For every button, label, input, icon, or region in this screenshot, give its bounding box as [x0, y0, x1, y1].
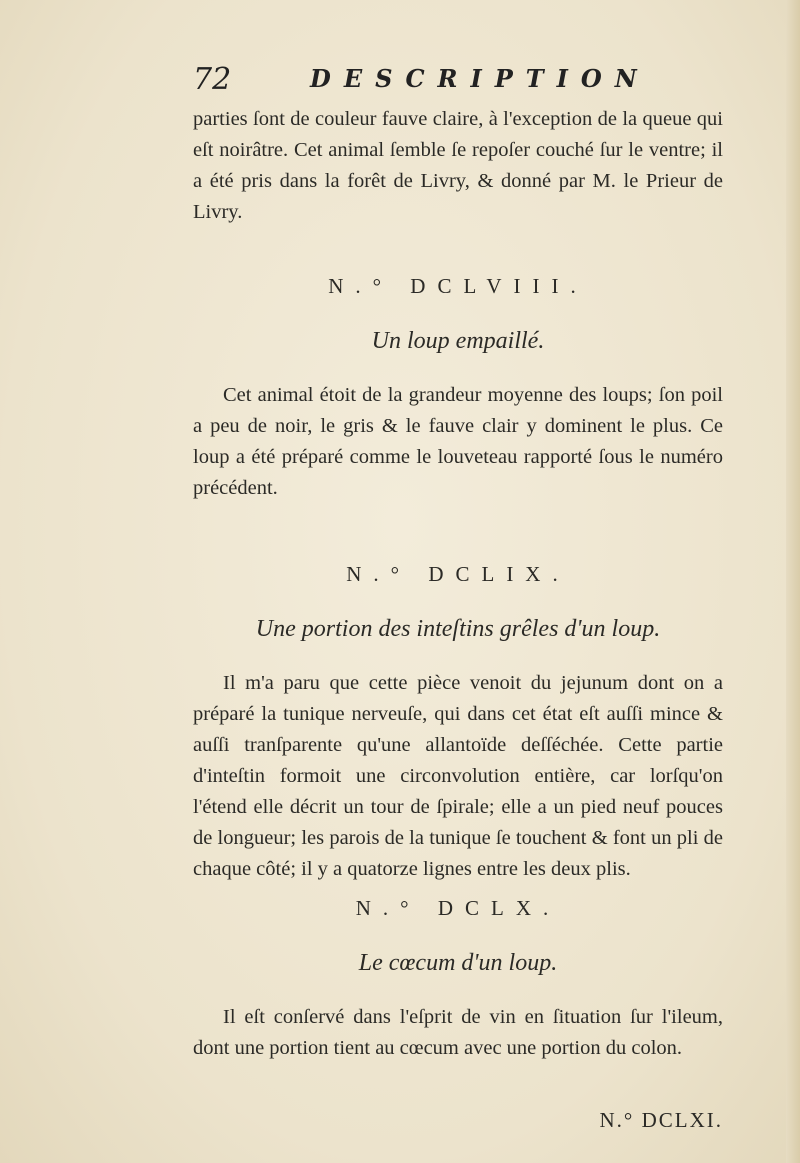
entry-text-658: Cet animal étoit de la grandeur moyenne des loups; ſon poil a peu de noir, le gris & le fauve clair y dominent le plus. Ce loup a été préparé comme le louveteau rapporté ſous le numéro précédent.: [193, 384, 723, 499]
entry-title-659: Une portion des inteſtins grêles d'un loup.: [255, 616, 661, 642]
entry-number-659: N.° DCLIX.: [346, 562, 570, 586]
page-number: 72: [193, 62, 232, 97]
entry-number-660: N.° DCLX.: [355, 896, 561, 920]
entry-text-660: Il eſt conſervé dans l'eſprit de vin en ſituation ſur l'ileum, dont une portion tient au cœcum avec une portion du colon.: [193, 1006, 723, 1059]
page-edge: [786, 0, 800, 1163]
paragraph-continuation: parties ſont de couleur fauve claire, à l'exception de la queue qui eſt noirâtre. Cet animal ſemble ſe repoſer couché ſur le ventre; il a été pris dans la forêt de Livry, & donné par M. le Prieur de Livry.: [193, 108, 723, 223]
entry-title-660: Le cœcum d'un loup.: [358, 950, 558, 976]
entry-number-658: N.° DCLVIII.: [328, 274, 588, 298]
entry-text-659: Il m'a paru que cette pièce venoit du jejunum dont on a préparé la tunique nerveuſe, qui dans cet état eſt auſſi mince & auſſi tranſparente qu'une allantoïde deſſéchée. Cette partie d'inteſtin formoit une circonvolution entière, car lorſqu'on l'étend elle décrit un tour de ſpirale; elle a un pied neuf pouces de longueur; les parois de la tunique ſe touchent & font un pli de chaque côté; il y a quatorze lignes entre les deux plis.: [193, 672, 723, 880]
page-header: [0, 62, 800, 102]
running-title: DESCRIPTION: [310, 64, 650, 93]
entry-number-661: N.° DCLXI.: [599, 1108, 723, 1132]
entry-title-658: Un loup empaillé.: [371, 328, 545, 354]
